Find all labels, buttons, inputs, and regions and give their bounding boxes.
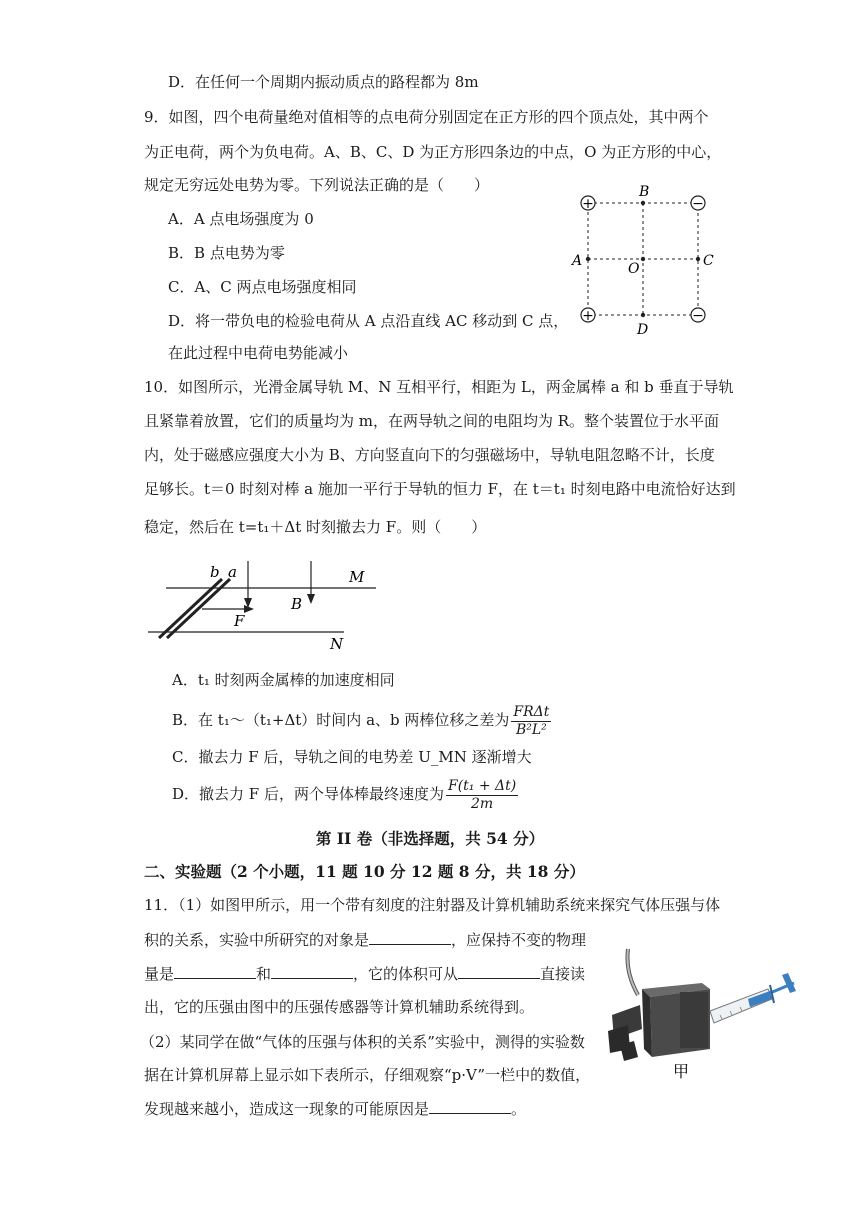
- q11-line3-text-d: 直接读: [540, 965, 586, 983]
- section-heading: 二、实验题（2 个小题，11 题 10 分 12 题 8 分，共 18 分）: [144, 862, 585, 881]
- q11-line7: [144, 1099, 526, 1119]
- fraction-denominator: 2m: [471, 795, 494, 812]
- q11-line3-text-c: ，它的体积可从: [353, 965, 459, 983]
- answer-blank-quantity-1[interactable]: [174, 964, 256, 979]
- q9-option-a: A．A 点电场强度为 0: [168, 210, 314, 228]
- positive-charge-bottom-left: [581, 308, 595, 324]
- q11-line6: 据在计算机屏幕上显示如下表所示，仔细观察“p·V”一栏中的数值，: [144, 1066, 591, 1084]
- q9-square-charge-figure: [570, 180, 720, 340]
- label-rod-a: a: [228, 563, 237, 581]
- label-o: O: [628, 261, 640, 277]
- section-title: 第 II 卷（非选择题，共 54 分）: [315, 829, 545, 848]
- q10-stem-line1: 10．如图所示，光滑金属导轨 M、N 互相平行，相距为 L，两金属棒 a 和 b 垂直于导轨: [144, 378, 734, 396]
- answer-blank-object[interactable]: [369, 930, 451, 945]
- q10-stem-line5: 稳定，然后在 t=t₁＋Δt 时刻撤去力 F。则（ ）: [144, 518, 487, 536]
- label-b: B: [639, 184, 650, 200]
- q11-line2-text-b: ，应保持不变的物理: [451, 931, 587, 949]
- label-field-b: B: [291, 595, 303, 613]
- q10-stem-line4: 足够长。t＝0 时刻对棒 a 施加一平行于导轨的恒力 F，在 t＝t₁ 时刻电路中电流恰好达到: [144, 480, 736, 498]
- q9-option-b: B．B 点电势为零: [168, 244, 285, 262]
- q11-line4: 出，它的压强由图中的压强传感器等计算机辅助系统得到。: [144, 998, 535, 1016]
- svg-text:+: +: [582, 308, 594, 324]
- q9-option-c: C．A、C 两点电场强度相同: [168, 278, 357, 296]
- negative-charge-top-right: [691, 196, 705, 212]
- q10-option-b-text: B．在 t₁～（t₁+Δt）时间内 a、b 两棒位移之差为: [172, 711, 510, 729]
- q11-line1: 11．（1）如图甲所示，用一个带有刻度的注射器及计算机辅助系统来探究气体压强与体: [144, 896, 721, 914]
- q10-option-b: [172, 700, 553, 740]
- label-rail-m: M: [349, 568, 365, 586]
- q10-rail-figure: [144, 558, 384, 658]
- q10-stem-line3: 内，处于磁感应强度大小为 B、方向竖直向下的匀强磁场中，导轨电阻忽略不计，长度: [144, 446, 715, 464]
- q10-option-c: C．撤去力 F 后，导轨之间的电势差 U_MN 逐渐增大: [172, 748, 532, 766]
- q10-stem-line2: 且紧靠着放置，它们的质量均为 m，在两导轨之间的电阻均为 R。整个装置位于水平面: [144, 412, 720, 430]
- negative-charge-bottom-right: [691, 308, 705, 324]
- label-rail-n: N: [330, 635, 344, 653]
- q11-line2: [144, 930, 586, 950]
- q10-option-d-text: D．撤去力 F 后，两个导体棒最终速度为: [172, 785, 444, 803]
- q11-line2-text-a: 积的关系，实验中所研究的对象是: [144, 931, 370, 949]
- answer-blank-reason[interactable]: [429, 1099, 511, 1114]
- svg-text:+: +: [582, 196, 594, 212]
- q9-stem-line2: 为正电荷，两个为负电荷。A、B、C、D 为正方形四条边的中点，O 为正方形的中心，: [144, 143, 722, 161]
- q9-option-d-line1: D．将一带负电的检验电荷从 A 点沿直线 AC 移动到 C 点，: [168, 312, 569, 330]
- q10-option-d-fraction: [446, 778, 518, 813]
- q11-line3: [144, 964, 585, 984]
- q11-line7-text-b: 。: [511, 1100, 527, 1118]
- q10-option-a: A．t₁ 时刻两金属棒的加速度相同: [172, 671, 395, 689]
- label-rod-b: b: [210, 563, 220, 581]
- svg-text:−: −: [692, 196, 704, 212]
- q10-option-d: [172, 774, 520, 814]
- q11-line3-text-b: 和: [256, 965, 272, 983]
- syringe-sensor-figure: [598, 945, 808, 1085]
- q10-option-b-fraction: [511, 704, 551, 739]
- figure-label-jia: 甲: [673, 1062, 690, 1081]
- fraction-numerator: FRΔt: [513, 703, 550, 720]
- q11-line5: （2）某同学在做“气体的压强与体积的关系”实验中，测得的实验数: [140, 1033, 585, 1051]
- fraction-numerator: F(t₁ + Δt): [447, 777, 517, 794]
- answer-blank-quantity-2[interactable]: [271, 964, 353, 979]
- q11-line7-text-a: 发现越来越小，造成这一现象的可能原因是: [144, 1100, 430, 1118]
- label-c: C: [703, 253, 714, 269]
- svg-text:−: −: [692, 308, 704, 324]
- q8-option-d: D．在任何一个周期内振动质点的路程都为 8m: [168, 73, 479, 91]
- fraction-denominator: B²L²: [515, 721, 547, 738]
- label-force-f: F: [234, 612, 245, 630]
- positive-charge-top-left: [581, 196, 595, 212]
- q9-stem-line3: 规定无穷远处电势为零。下列说法正确的是（ ）: [144, 176, 490, 194]
- q9-stem-line1: 9．如图，四个电荷量绝对值相等的点电荷分别固定在正方形的四个顶点处，其中两个: [144, 108, 709, 126]
- q9-option-d-line2: 在此过程中电荷电势能减小: [168, 344, 349, 362]
- label-a: A: [572, 253, 583, 269]
- answer-blank-volume-source[interactable]: [458, 964, 540, 979]
- label-d: D: [637, 322, 649, 338]
- q11-line3-text-a: 量是: [144, 965, 175, 983]
